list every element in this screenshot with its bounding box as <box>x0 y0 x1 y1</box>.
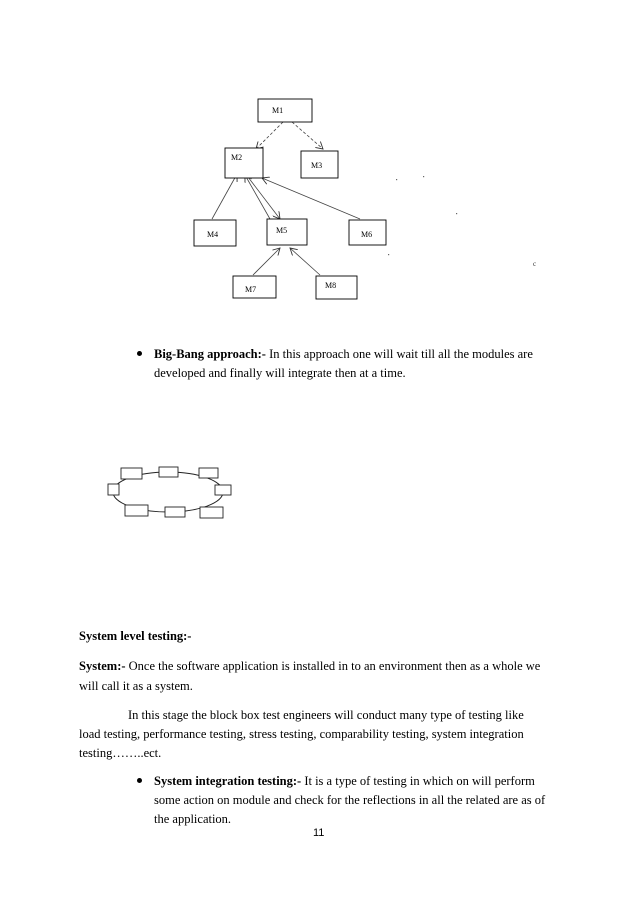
system-term: System:- <box>79 659 126 673</box>
sit-bullet-line1 <box>154 771 594 791</box>
big-bang-term: Big-Bang approach:- <box>154 347 266 361</box>
node-label-m6: M6 <box>361 230 373 239</box>
edge-m5-m2 <box>245 175 270 219</box>
edge-m1-m2 <box>256 122 283 149</box>
system-definition-line2: will call it as a system. <box>79 679 193 693</box>
scan-specks <box>388 176 457 255</box>
ring-module <box>165 507 185 517</box>
big-bang-bullet-text <box>154 344 594 364</box>
system-text1: Once the software application is installed in to an environment then as a whole we <box>125 659 541 673</box>
ring-module <box>125 505 148 516</box>
node-label-m5: M5 <box>276 226 288 235</box>
ring-module <box>200 507 223 518</box>
edge-m1-m3 <box>292 122 323 149</box>
big-bang-line2: developed and finally will integrate then at a time. <box>154 366 406 380</box>
module-tree-diagram <box>0 0 638 310</box>
tree-node-m6 <box>349 220 386 245</box>
edge-m8-m5 <box>290 248 320 275</box>
edge-m6-m2 <box>262 178 360 219</box>
sit-text1: It is a type of testing in which on will perform <box>301 774 535 788</box>
stage-para-line1: In this stage the block box test engineers will conduct many type of testing like <box>128 708 524 722</box>
tree-node-m7 <box>233 276 276 298</box>
node-label-m7: M7 <box>245 285 257 294</box>
node-label-m1: M1 <box>272 106 284 115</box>
sit-term: System integration testing:- <box>154 774 302 788</box>
page-number: 11 <box>313 827 325 839</box>
stage-para-line3: testing……..ect. <box>79 746 162 760</box>
tree-node-m2 <box>225 148 263 178</box>
stage-para-line2: load testing, performance testing, stress testing, comparability testing, system integration <box>79 727 524 741</box>
ring-module <box>108 484 119 495</box>
tree-node-m3 <box>301 151 338 178</box>
sit-bullet-line3: the application. <box>154 812 232 826</box>
tree-node-m4 <box>194 220 236 246</box>
tree-edges <box>212 122 360 275</box>
system-definition-line1 <box>79 656 579 676</box>
ring-module <box>199 468 218 478</box>
node-label-m3: M3 <box>311 161 323 170</box>
node-label-m2: M2 <box>231 153 243 162</box>
tree-node-m8 <box>316 276 357 299</box>
tree-node-m1 <box>258 99 312 122</box>
ring-modules <box>108 467 231 518</box>
big-bang-line1: In this approach one will wait till all the modules are <box>265 347 533 361</box>
bullet-dot <box>137 778 142 783</box>
big-bang-ring-diagram <box>100 460 240 522</box>
stray-mark: c <box>533 260 537 268</box>
ring-module <box>121 468 142 479</box>
tree-node-m5 <box>267 219 307 245</box>
edge-m4-m2 <box>212 174 237 219</box>
sit-bullet-line2: some action on module and check for the reflections in all the related are as of <box>154 793 546 807</box>
section-heading: System level testing:- <box>79 629 192 643</box>
ring-module <box>215 485 231 495</box>
node-label-m8: M8 <box>325 281 337 290</box>
ring-module <box>159 467 178 477</box>
node-label-m4: M4 <box>207 230 219 239</box>
edge-m7-m5 <box>253 248 280 275</box>
bullet-dot <box>137 351 142 356</box>
